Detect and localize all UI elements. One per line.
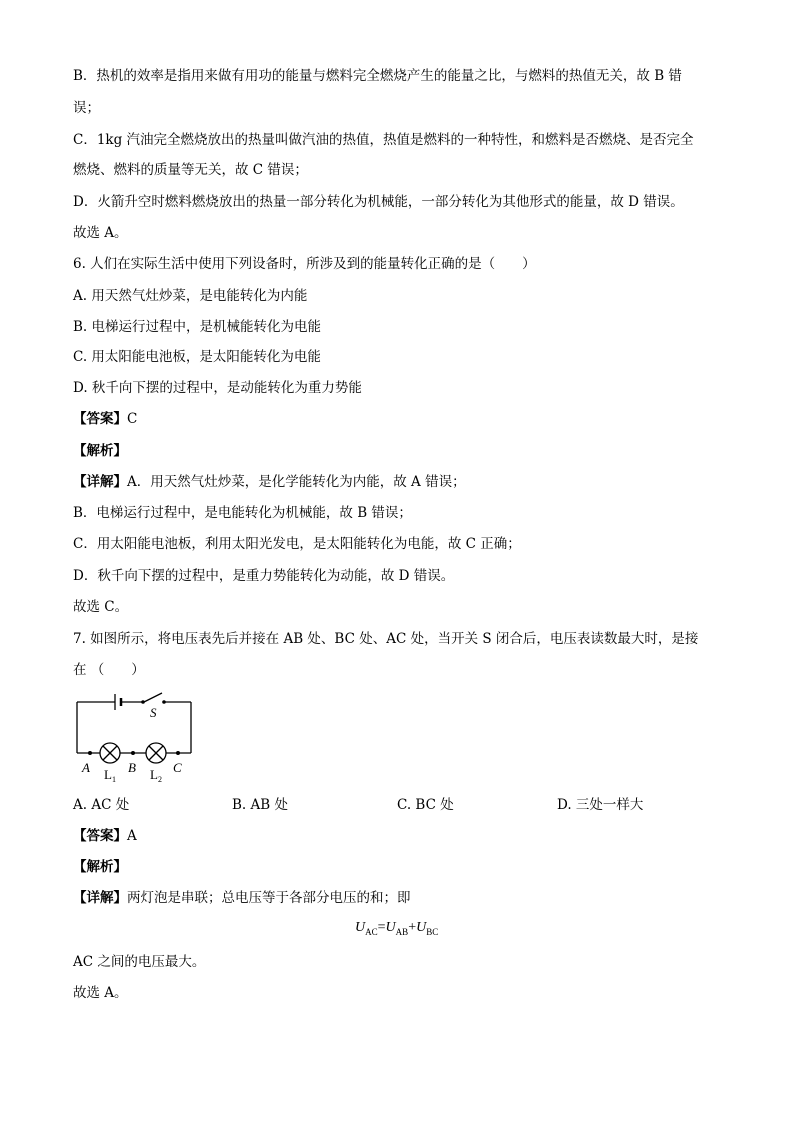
terminal-b	[131, 751, 135, 755]
option-6a: A. 用天然气灶炒菜，是电能转化为内能	[73, 288, 308, 304]
detail-6d: D．秋千向下摆的过程中，是重力势能转化为动能，故 D 错误。	[73, 568, 455, 584]
detail-6a	[73, 472, 466, 492]
analysis-tag: 【解析】	[73, 443, 127, 459]
formula-sub: BC	[426, 926, 439, 937]
answer-7	[73, 826, 137, 846]
lamp-l1-label: $L_1$	[104, 767, 116, 784]
detail-6e: 故选 C。	[73, 599, 129, 615]
analysis-tag: 【解析】	[73, 859, 127, 875]
answer-tag: 【答案】	[73, 411, 127, 427]
detail-6c: C．用太阳能电池板，利用太阳光发电，是太阳能转化为电能，故 C 正确；	[73, 536, 521, 552]
detail-tag: 【详解】	[73, 474, 127, 490]
text-line: C．1kg 汽油完全燃烧放出的热量叫做汽油的热值，热值是燃料的一种特性，和燃料是否燃烧、是否完全	[73, 132, 694, 148]
point-b-label: B	[128, 760, 136, 775]
answer-6	[73, 409, 137, 429]
option-6b: B. 电梯运行过程中，是机械能转化为电能	[73, 319, 322, 335]
terminal-a	[88, 751, 92, 755]
formula-u: U	[385, 920, 396, 935]
formula-sub: AB	[395, 926, 409, 937]
switch-blade	[144, 693, 162, 702]
detail-text: 两灯泡是串联；总电压等于各部分电压的和；即	[127, 890, 411, 906]
text-line: D．火箭升空时燃料燃烧放出的热量一部分转化为机械能，一部分转化为其他形式的能量，故 D 错误。	[73, 194, 684, 210]
formula-sub: AC	[365, 926, 378, 937]
formula-equals: =	[377, 920, 386, 935]
detail-7	[73, 888, 411, 908]
text-line: 燃烧、燃料的质量等无关，故 C 错误；	[73, 162, 308, 178]
point-a-label: A	[82, 760, 90, 775]
answer-tag: 【答案】	[73, 828, 127, 844]
question-7: 7. 如图所示，将电压表先后并接在 AB 处、BC 处、AC 处，当开关 S 闭合后，电压表读数最大时，是接	[73, 631, 699, 647]
option-6d: D. 秋千向下摆的过程中，是动能转化为重力势能	[73, 380, 362, 396]
formula-plus: +	[408, 920, 417, 935]
switch-contact	[162, 700, 166, 704]
voltage-formula	[355, 920, 438, 937]
point-c-label: C	[173, 760, 182, 775]
answer-value: A	[127, 828, 137, 844]
option-7b: B. AB 处	[232, 797, 288, 813]
conclusion-7: AC 之间的电压最大。	[73, 954, 206, 970]
switch-contact	[141, 700, 145, 704]
detail-text: A．用天然气灶炒菜，是化学能转化为内能，故 A 错误；	[127, 474, 466, 490]
final-answer-7: 故选 A。	[73, 985, 128, 1001]
answer-value: C	[127, 411, 138, 427]
option-7d: D. 三处一样大	[557, 797, 644, 813]
text-line: 误；	[73, 100, 100, 116]
option-6c: C. 用太阳能电池板，是太阳能转化为电能	[73, 349, 321, 365]
lamp-l2-label: $L_2$	[150, 767, 162, 784]
formula-u: U	[416, 920, 427, 935]
question-6: 6. 人们在实际生活中使用下列设备时，所涉及到的能量转化正确的是（ ）	[73, 256, 536, 272]
detail-6b: B．电梯运行过程中，是电能转化为机械能，故 B 错误；	[73, 505, 412, 521]
detail-tag: 【详解】	[73, 890, 127, 906]
circuit-diagram	[70, 685, 205, 785]
text-line: 故选 A。	[73, 225, 128, 241]
formula-u: U	[355, 920, 366, 935]
question-7-cont: 在 （ ）	[73, 662, 145, 678]
option-7a: A. AC 处	[73, 797, 130, 813]
switch-label: S	[150, 705, 157, 720]
terminal-c	[176, 751, 180, 755]
text-line: B．热机的效率是指用来做有用功的能量与燃料完全燃烧产生的能量之比，与燃料的热值无关，故 B 错	[73, 68, 682, 84]
option-7c: C. BC 处	[397, 797, 454, 813]
